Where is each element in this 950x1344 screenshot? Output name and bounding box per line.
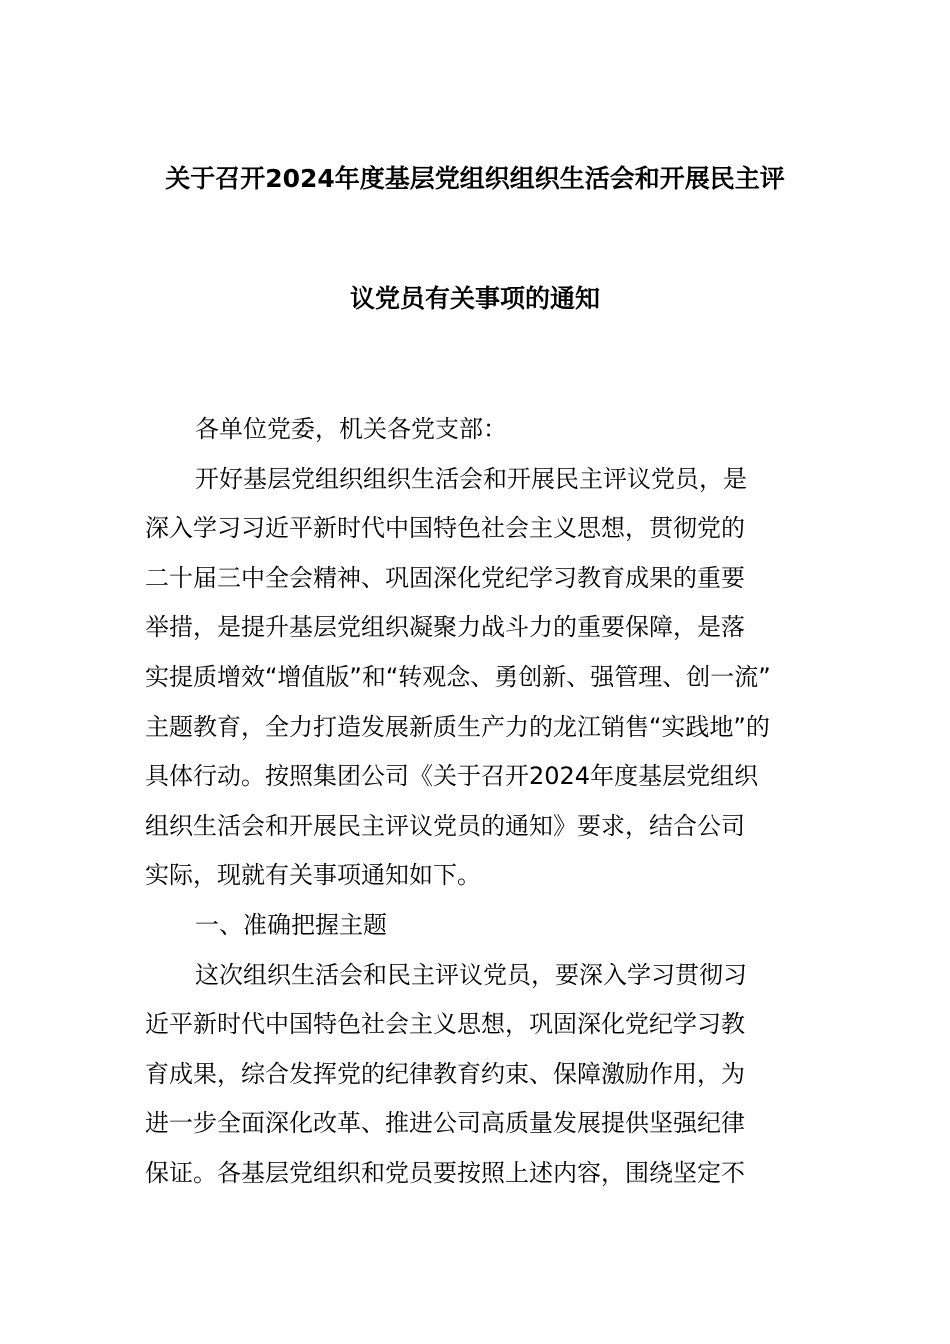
paragraph-1-line: 具体行动。按照集团公司《关于召开2024年度基层党组织 <box>145 762 759 791</box>
paragraph-2-line: 进一步全面深化改革、推进公司高质量发展提供坚强纪律 <box>145 1109 745 1138</box>
paragraph-1 <box>145 455 805 901</box>
paragraph-1-line: 举措，是提升基层党组织凝聚力战斗力的重要保障，是落 <box>145 613 745 642</box>
paragraph-1-line: 开好基层党组织组织生活会和开展民主评议党员，是 <box>195 464 747 493</box>
paragraph-2 <box>145 951 805 1199</box>
paragraph-2-line: 保证。各基层党组织和党员要按照上述内容，围绕坚定不 <box>145 1158 745 1187</box>
salutation <box>145 405 805 455</box>
paragraph-2-line: 这次组织生活会和民主评议党员，要深入学习贯彻习 <box>195 960 747 989</box>
document-body <box>145 405 805 1199</box>
paragraph-1-line: 组织生活会和开展民主评议党员的通知》要求，结合公司 <box>145 811 745 840</box>
paragraph-1-line: 二十届三中全会精神、巩固深化党纪学习教育成果的重要 <box>145 563 745 592</box>
paragraph-2-line: 育成果，综合发挥党的纪律教育约束、保障激励作用，为 <box>145 1059 745 1088</box>
paragraph-1-line: 主题教育，全力打造发展新质生产力的龙江销售“实践地”的 <box>145 712 770 741</box>
section-1-heading <box>145 901 805 951</box>
paragraph-2-line: 近平新时代中国特色社会主义思想，巩固深化党纪学习教 <box>145 1010 745 1039</box>
paragraph-1-line: 深入学习习近平新时代中国特色社会主义思想，贯彻党的 <box>145 514 745 543</box>
paragraph-1-line: 实际，现就有关事项通知如下。 <box>145 861 481 890</box>
document-title-line-2: 议党员有关事项的通知 <box>349 284 600 313</box>
document-title-line-1: 关于召开2024年度基层党组织组织生活会和开展民主评 <box>165 164 785 193</box>
salutation-text: 各单位党委，机关各党支部： <box>195 415 507 443</box>
paragraph-1-line: 实提质增效“增值版”和“转观念、勇创新、强管理、创一流” <box>145 662 771 691</box>
section-1-heading-text: 一、准确把握主题 <box>195 910 387 939</box>
